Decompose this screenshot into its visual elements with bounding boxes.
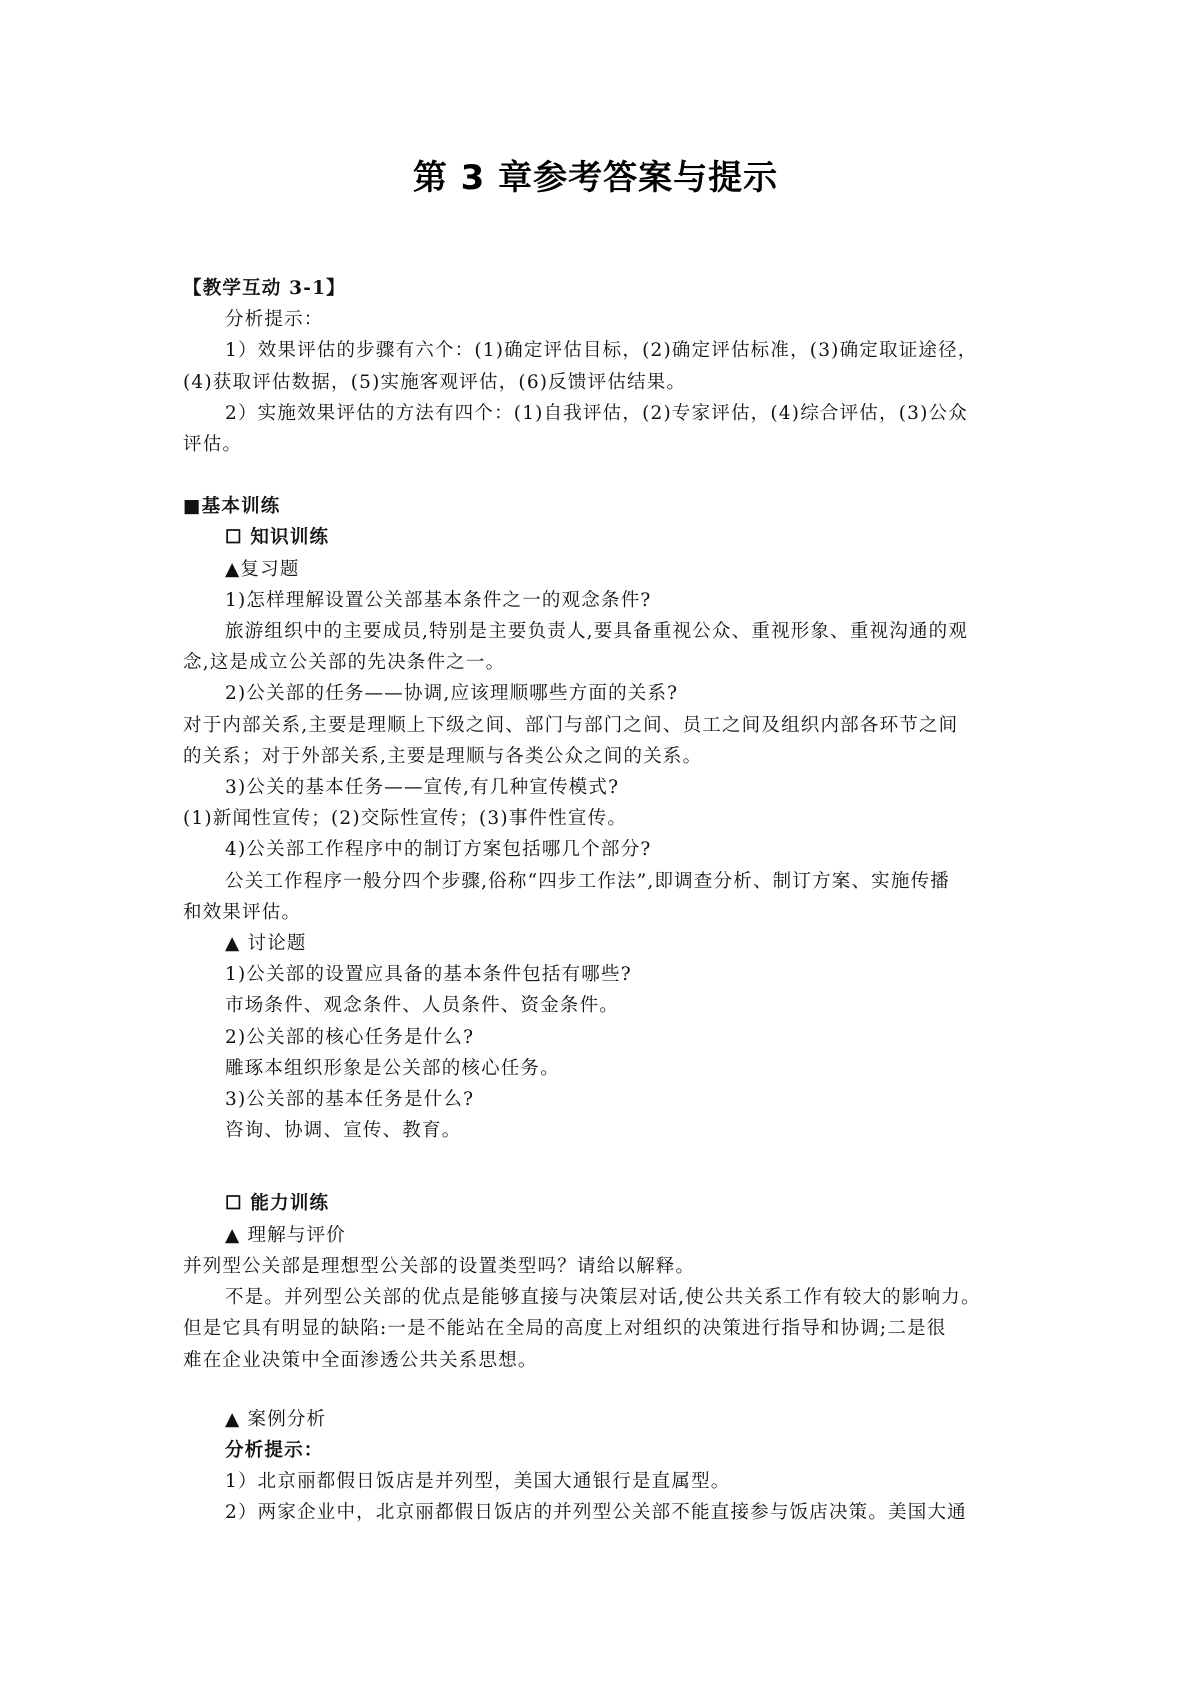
subheading-knowledge: ☐ 知识训练: [225, 527, 330, 549]
document-body: [183, 273, 1015, 1529]
question: 并列型公关部是理想型公关部的设置类型吗？请给以解释。: [183, 1255, 696, 1277]
section-heading-basic: ■基本训练: [183, 496, 281, 518]
question: 1)怎样理解设置公关部基本条件之一的观念条件?: [225, 589, 652, 611]
answer: 1）北京丽都假日饭店是并列型，美国大通银行是直属型。: [225, 1471, 731, 1493]
question: 3)公关的基本任务——宣传,有几种宣传模式?: [225, 777, 620, 799]
paragraph: 2）实施效果评估的方法有四个：(1)自我评估，(2)专家评估，(4)综合评估，(3)公众: [225, 402, 968, 424]
paragraph: (4)获取评估数据，(5)实施客观评估，(6)反馈评估结果。: [183, 371, 687, 393]
question: 4)公关部工作程序中的制订方案包括哪几个部分?: [225, 839, 652, 861]
answer: 2）两家企业中，北京丽都假日饭店的并列型公关部不能直接参与饭店决策。美国大通: [225, 1502, 967, 1524]
answer: 雕琢本组织形象是公关部的核心任务。: [225, 1057, 560, 1079]
answer: 的关系；对于外部关系,主要是理顺与各类公众之间的关系。: [183, 745, 703, 767]
answer: 和效果评估。: [183, 901, 302, 923]
hint-label: 分析提示：: [225, 1439, 324, 1461]
hint-label: 分析提示：: [225, 309, 324, 331]
paragraph: 1）效果评估的步骤有六个：(1)确定评估目标，(2)确定评估标准，(3)确定取证途径，: [225, 340, 978, 362]
answer: 公关工作程序一般分四个步骤,俗称“四步工作法”,即调查分析、制订方案、实施传播: [225, 870, 950, 892]
question: 2)公关部的任务——协调,应该理顺哪些方面的关系?: [225, 683, 679, 705]
subheading-case: ▲ 案例分析: [225, 1408, 327, 1430]
subheading-understand: ▲ 理解与评价: [225, 1224, 347, 1246]
question: 1)公关部的设置应具备的基本条件包括有哪些?: [225, 964, 632, 986]
section-heading-interaction: 【教学互动 3-1】: [183, 278, 346, 299]
answer: 对于内部关系,主要是理顺上下级之间、部门与部门之间、员工之间及组织内部各环节之间: [183, 714, 959, 736]
answer: 念,这是成立公关部的先决条件之一。: [183, 652, 506, 674]
answer: 旅游组织中的主要成员,特别是主要负责人,要具备重视公众、重视形象、重视沟通的观: [225, 621, 969, 643]
subheading-ability: ☐ 能力训练: [225, 1193, 330, 1215]
answer: 但是它具有明显的缺陷:一是不能站在全局的高度上对组织的决策进行指导和协调;二是很: [183, 1318, 947, 1340]
question: 3)公关部的基本任务是什么?: [225, 1089, 475, 1111]
answer: 难在企业决策中全面渗透公共关系思想。: [183, 1349, 538, 1371]
answer: (1)新闻性宣传；(2)交际性宣传；(3)事件性宣传。: [183, 808, 628, 830]
paragraph: 评估。: [183, 434, 243, 456]
subheading-discussion: ▲ 讨论题: [225, 933, 307, 955]
answer: 市场条件、观念条件、人员条件、资金条件。: [225, 995, 620, 1017]
question: 2)公关部的核心任务是什么?: [225, 1026, 475, 1048]
answer: 咨询、协调、宣传、教育。: [225, 1120, 462, 1142]
subheading-review: ▲复习题: [225, 558, 300, 580]
page-title: 第 3 章参考答案与提示: [412, 158, 779, 198]
answer: 不是。并列型公关部的优点是能够直接与决策层对话,使公共关系工作有较大的影响力。: [225, 1287, 981, 1309]
